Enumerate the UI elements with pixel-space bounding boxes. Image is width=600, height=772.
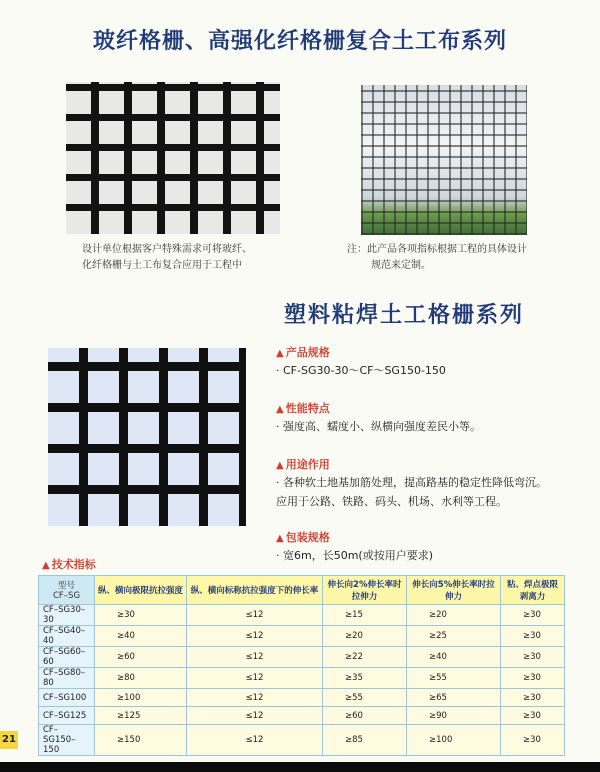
- value-cell: ≤12: [187, 707, 323, 725]
- value-cell: ≥30: [501, 668, 565, 689]
- column-header: 粘、焊点极限剥离力: [501, 576, 565, 605]
- value-cell: ≥90: [407, 707, 501, 725]
- triangle-icon: ▲: [276, 404, 284, 415]
- use-text-line: 应用于公路、铁路、码头、机场、水利等工程。: [276, 495, 507, 508]
- page-title: 玻纤格栅、高强化纤格栅复合土工布系列: [92, 29, 507, 54]
- value-cell: ≥125: [95, 707, 187, 725]
- section-title: 塑料粘焊土工格栅系列: [284, 303, 525, 328]
- caption-line: 设计单位根据客户特殊需求可将玻纤、: [82, 244, 252, 255]
- right-photo-caption: [347, 242, 557, 274]
- value-cell: ≤12: [187, 605, 323, 626]
- composite-geotextile-roll-photo: [361, 85, 527, 235]
- spec-heading: ▲ 产品规格: [276, 346, 330, 359]
- table-row: [39, 668, 565, 689]
- model-cell: CF–SG125: [39, 707, 95, 725]
- bottom-bar: [0, 762, 600, 772]
- value-cell: ≥30: [501, 689, 565, 707]
- feature-heading: ▲ 性能特点: [276, 402, 330, 415]
- value-cell: ≥20: [407, 605, 501, 626]
- page-number: 21: [0, 731, 18, 749]
- caption-line: 化纤格栅与土工布复合应用于工程中: [82, 260, 242, 271]
- triangle-icon: ▲: [276, 348, 284, 359]
- triangle-icon: ▲: [42, 560, 50, 571]
- value-cell: ≤12: [187, 626, 323, 647]
- table-row: [39, 725, 565, 756]
- value-cell: ≥15: [323, 605, 407, 626]
- value-cell: ≥35: [323, 668, 407, 689]
- value-cell: ≥150: [95, 725, 187, 756]
- model-header: [39, 576, 95, 605]
- value-cell: ≤12: [187, 725, 323, 756]
- column-header: 伸长向2%伸长率时拉伸力: [323, 576, 407, 605]
- model-cell: CF–SG60–60: [39, 647, 95, 668]
- table-row: [39, 647, 565, 668]
- value-cell: ≥85: [323, 725, 407, 756]
- pack-heading: ▲ 包装规格: [276, 531, 330, 544]
- value-cell: ≥30: [501, 707, 565, 725]
- model-cell: CF–SG40–40: [39, 626, 95, 647]
- caption-line: 注：此产品各项指标根据工程的具体设计: [347, 244, 527, 255]
- model-cell: CF–SG150–150: [39, 725, 95, 756]
- triangle-icon: ▲: [276, 460, 284, 471]
- feature-text: · 强度高、蠕度小、纵横向强度差民小等。: [276, 420, 481, 433]
- value-cell: ≥30: [95, 605, 187, 626]
- table-row: [39, 626, 565, 647]
- model-cell: CF–SG80–80: [39, 668, 95, 689]
- column-header: 纵、横向极限抗拉强度: [95, 576, 187, 605]
- table-row: [39, 707, 565, 725]
- value-cell: ≥60: [95, 647, 187, 668]
- triangle-icon: ▲: [276, 533, 284, 544]
- value-cell: ≥40: [407, 647, 501, 668]
- tech-heading: ▲ 技术指标: [42, 558, 96, 571]
- value-cell: ≥60: [323, 707, 407, 725]
- value-cell: ≥100: [407, 725, 501, 756]
- value-cell: ≥100: [95, 689, 187, 707]
- table-row: [39, 689, 565, 707]
- caption-line: 规范来定制。: [371, 260, 431, 271]
- table-header-row: [39, 576, 565, 605]
- glass-fiber-grid-photo: [66, 82, 280, 234]
- value-cell: ≥80: [95, 668, 187, 689]
- model-header-line: CF–SG: [52, 591, 81, 601]
- value-cell: ≥30: [501, 647, 565, 668]
- table-row: [39, 605, 565, 626]
- use-text-line: · 各种软土地基加筋处理，提高路基的稳定性降低弯沉。: [276, 476, 547, 489]
- value-cell: ≤12: [187, 647, 323, 668]
- value-cell: ≥55: [407, 668, 501, 689]
- model-header-line: 型号: [57, 581, 75, 591]
- pack-text: · 宽6m，长50m(或按用户要求): [276, 549, 434, 562]
- spec-text: · CF-SG30-30～CF～SG150-150: [276, 364, 446, 377]
- value-cell: ≥30: [501, 725, 565, 756]
- spec-table: [38, 575, 565, 756]
- value-cell: ≤12: [187, 689, 323, 707]
- value-cell: ≥30: [501, 605, 565, 626]
- value-cell: ≥40: [95, 626, 187, 647]
- use-text: [276, 473, 586, 511]
- value-cell: ≤12: [187, 668, 323, 689]
- column-header: 纵、横向标称抗拉强度下的伸长率: [187, 576, 323, 605]
- value-cell: ≥65: [407, 689, 501, 707]
- column-header: 伸长向5%伸长率时拉伸力: [407, 576, 501, 605]
- left-photo-caption: [82, 242, 282, 274]
- value-cell: ≥25: [407, 626, 501, 647]
- plastic-welded-grid-photo: [48, 348, 246, 526]
- value-cell: ≥30: [501, 626, 565, 647]
- value-cell: ≥22: [323, 647, 407, 668]
- model-cell: CF–SG100: [39, 689, 95, 707]
- model-cell: CF–SG30–30: [39, 605, 95, 626]
- value-cell: ≥55: [323, 689, 407, 707]
- use-heading: ▲ 用途作用: [276, 458, 330, 471]
- value-cell: ≥20: [323, 626, 407, 647]
